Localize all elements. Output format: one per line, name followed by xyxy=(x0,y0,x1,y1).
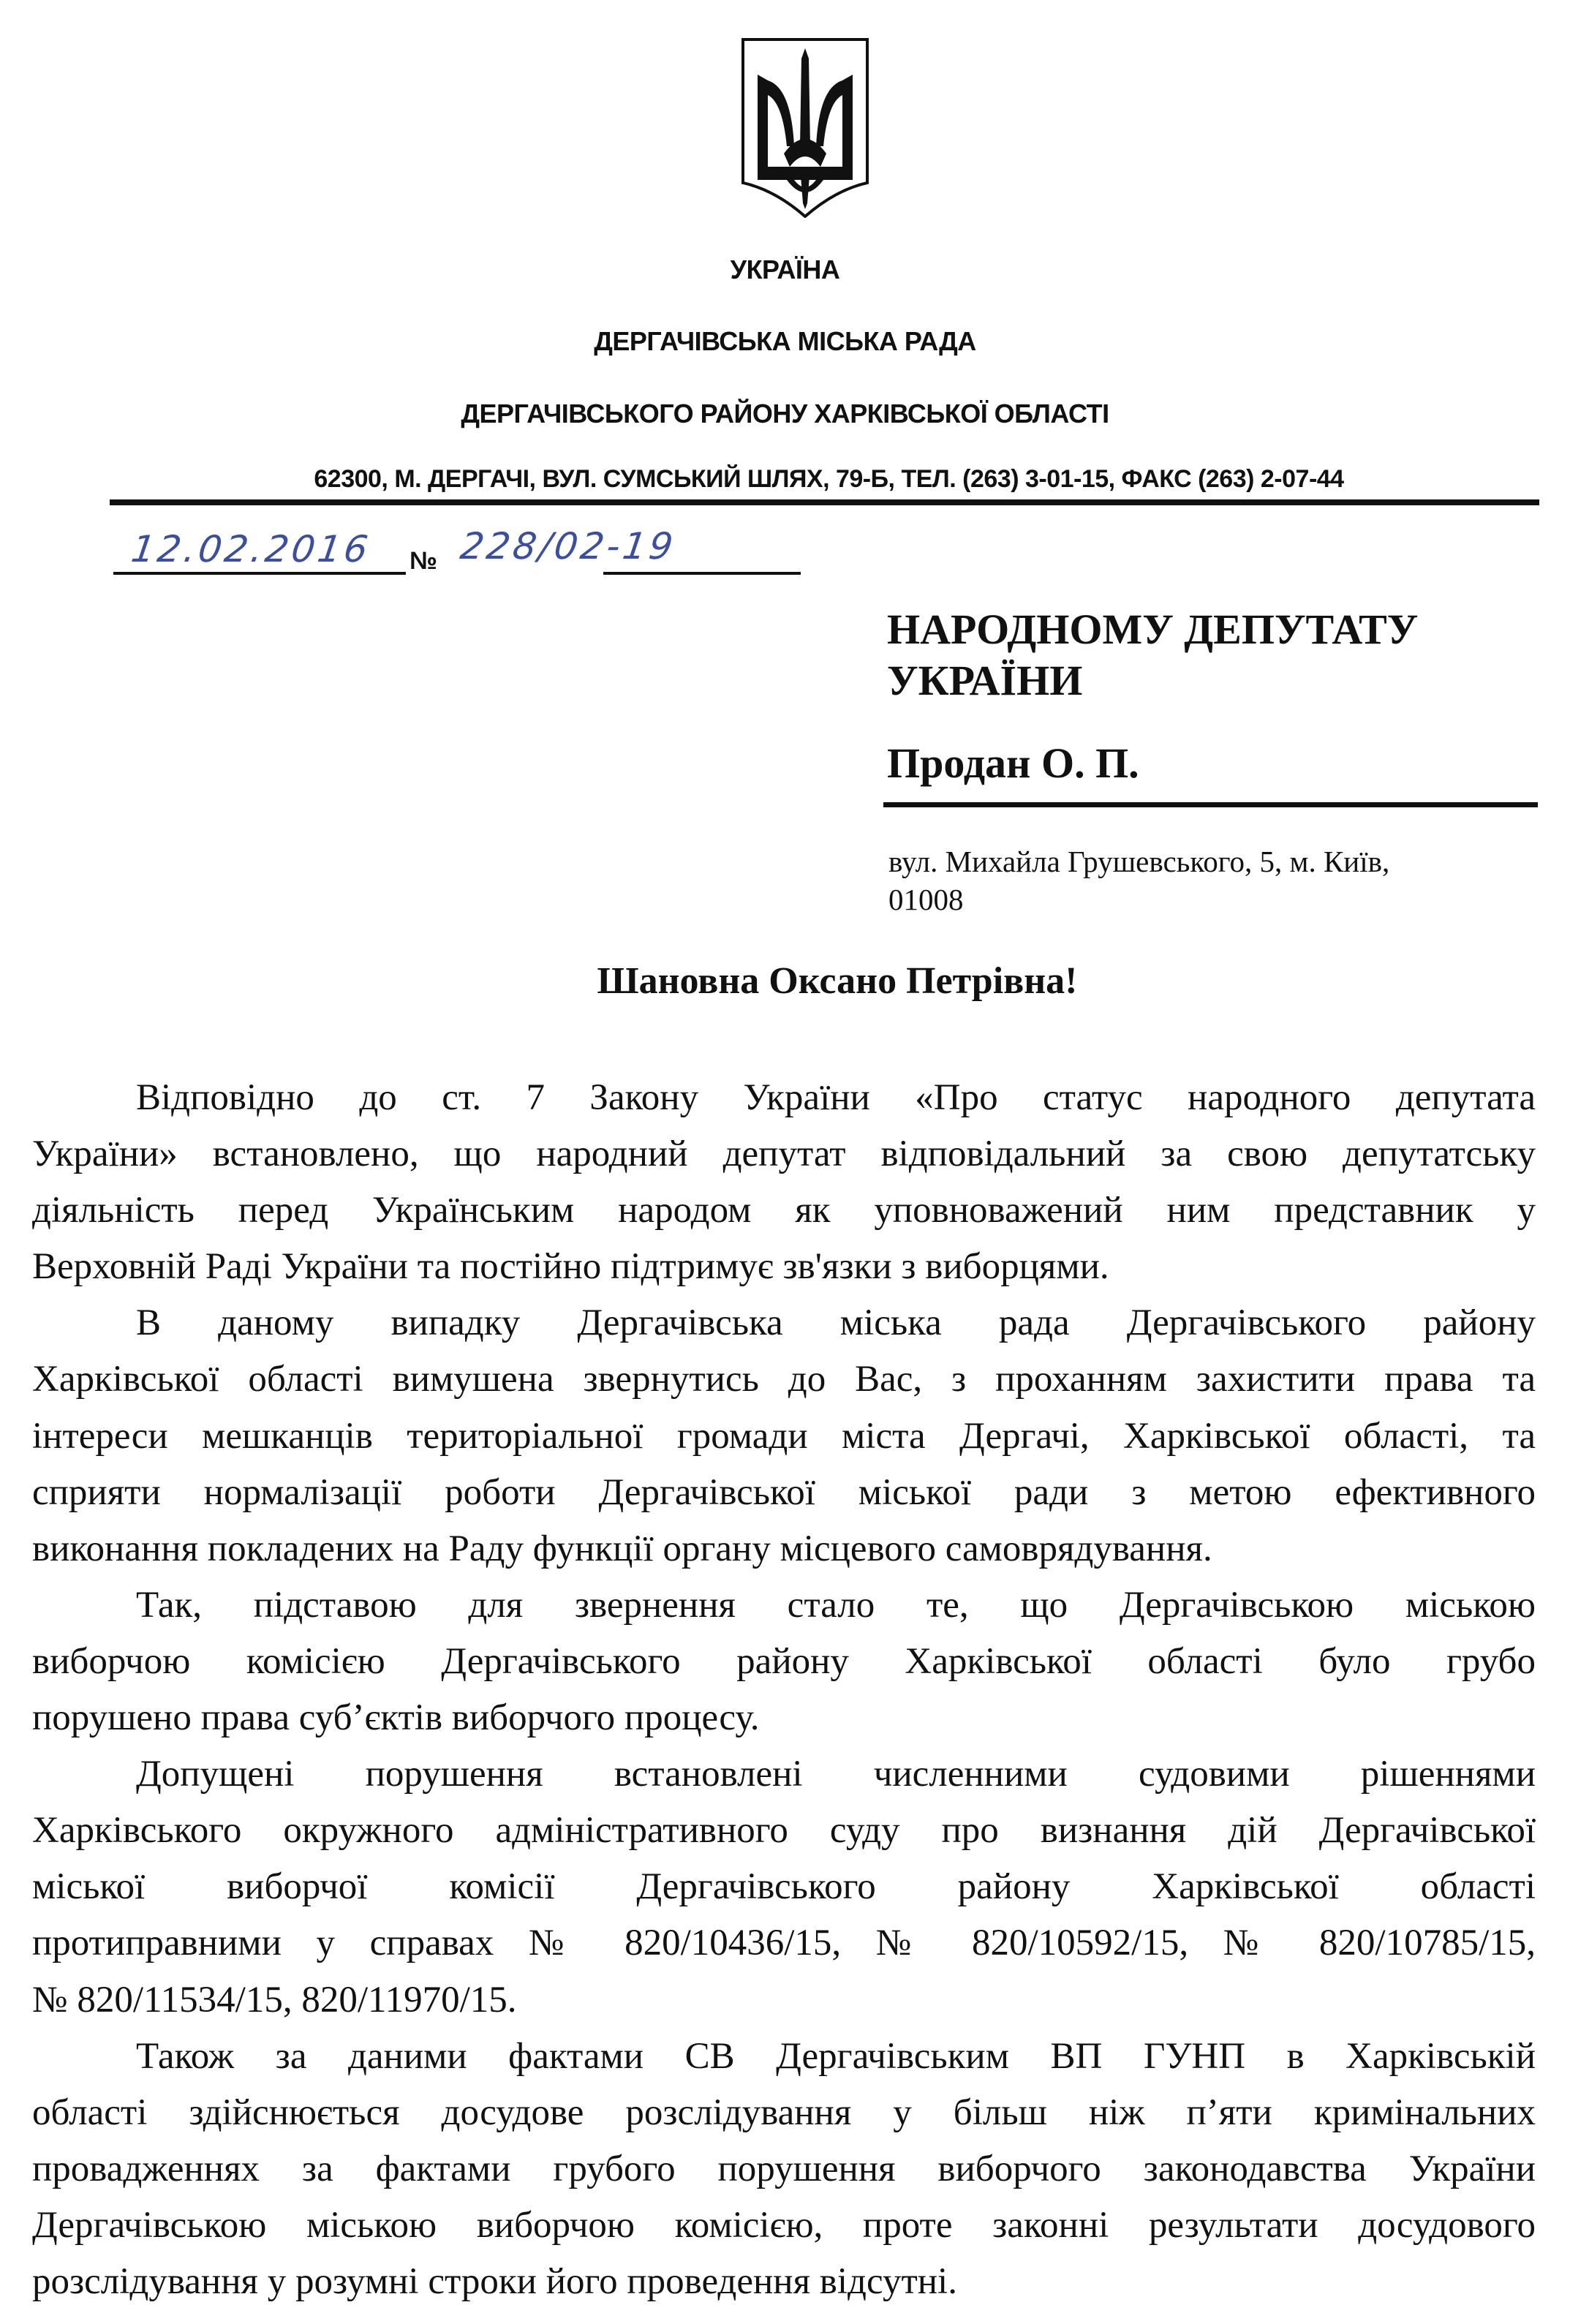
text-line: Верховній Раді України та постійно підтримує зв'язки з виборцями. xyxy=(32,1246,1109,1288)
text-line: В даному випадку Дергачівська міська рада Дергачівського району xyxy=(136,1302,1536,1344)
text-line: Також за даними фактами СВ Дергачівським ВП ГУНП в Харківській xyxy=(136,2035,1536,2077)
text-line: Дергачівською міською виборчою комісією, проте законні результати досудового xyxy=(32,2204,1536,2246)
number-label: № xyxy=(410,547,437,575)
text-line: міської виборчої комісії Дергачівського району Харківської області xyxy=(32,1866,1536,1908)
number-underline xyxy=(603,572,801,575)
text-line: інтереси мешканців територіальної громади міста Дергачі, Харківської області, та xyxy=(32,1415,1536,1457)
text-line: діяльність перед Українським народом як уповноважений ним представник у xyxy=(32,1190,1536,1231)
text-line: сприяти нормалізації роботи Дергачівської міської ради з метою ефективного xyxy=(32,1471,1536,1513)
letter-body xyxy=(32,1070,1536,2310)
letterhead-district: ДЕРГАЧІВСЬКОГО РАЙОНУ ХАРКІВСЬКОЇ ОБЛАСТІ xyxy=(461,399,1109,429)
letterhead-divider xyxy=(110,499,1539,505)
date-underline xyxy=(113,572,406,575)
recipient-title-line1: НАРОДНОМУ ДЕПУТАТУ xyxy=(887,605,1419,653)
registration-date: 12.02.2016 xyxy=(128,528,374,570)
text-line: Харківського окружного адміністративного суду про визнання дій Дергачівської xyxy=(32,1810,1536,1852)
text-line: протиправними у справах № 820/10436/15, № 820/10592/15, № 820/10785/15, xyxy=(32,1923,1536,1964)
text-line: виборчою комісією Дергачівського району Харківської області було грубо xyxy=(32,1640,1536,1682)
text-line: Відповідно до ст. 7 Закону України «Про статус народного депутата xyxy=(136,1077,1536,1118)
text-line: області здійснюється досудове розслідування у більш ніж п’яти кримінальних xyxy=(32,2091,1536,2133)
letterhead-council: ДЕРГАЧІВСЬКА МІСЬКА РАДА xyxy=(594,326,976,356)
text-line: порушено права суб’єктів виборчого процесу. xyxy=(32,1697,760,1739)
letterhead-country: УКРАЇНА xyxy=(730,254,840,284)
recipient-name: Продан О. П. xyxy=(887,739,1139,787)
recipient-title-line2: УКРАЇНИ xyxy=(887,657,1083,704)
salutation: Шановна Оксано Петрівна! xyxy=(597,960,1078,1002)
letterhead-contacts: 62300, М. ДЕРГАЧІ, ВУЛ. СУМСЬКИЙ ШЛЯХ, 79-Б, ТЕЛ. (263) 3-01-15, ФАКС (263) 2-07-44 xyxy=(314,465,1344,493)
recipient-address-line1: вул. Михайла Грушевського, 5, м. Київ, xyxy=(888,845,1390,878)
text-line: провадженнях за фактами грубого порушення виборчого законодавства України xyxy=(32,2148,1536,2189)
recipient-address-line2: 01008 xyxy=(888,883,964,916)
text-line: Так, підставою для звернення стало те, що Дергачівською міською xyxy=(136,1584,1536,1626)
paragraph xyxy=(32,1746,1536,2028)
paragraph xyxy=(32,1295,1536,1577)
text-line: № 820/11534/15, 820/11970/15. xyxy=(32,1979,517,2021)
text-line: розслідування у розумні строки його проведення відсутні. xyxy=(32,2260,957,2302)
paragraph xyxy=(32,1070,1536,1295)
text-line: України» встановлено, що народний депутат відповідальний за свою депутатську xyxy=(32,1133,1536,1175)
recipient-divider xyxy=(883,802,1538,807)
text-line: Харківської області вимушена звернутись до Вас, з проханням захистити права та xyxy=(32,1359,1536,1400)
text-line: Допущені порушення встановлені численними судовими рішеннями xyxy=(136,1754,1536,1795)
registration-number: 228/02-19 xyxy=(457,525,679,567)
trident-coat-of-arms-icon xyxy=(740,37,870,218)
paragraph xyxy=(32,1577,1536,1746)
paragraph xyxy=(32,2029,1536,2310)
text-line: виконання покладених на Раду функції органу місцевого самоврядування. xyxy=(32,1528,1212,1569)
